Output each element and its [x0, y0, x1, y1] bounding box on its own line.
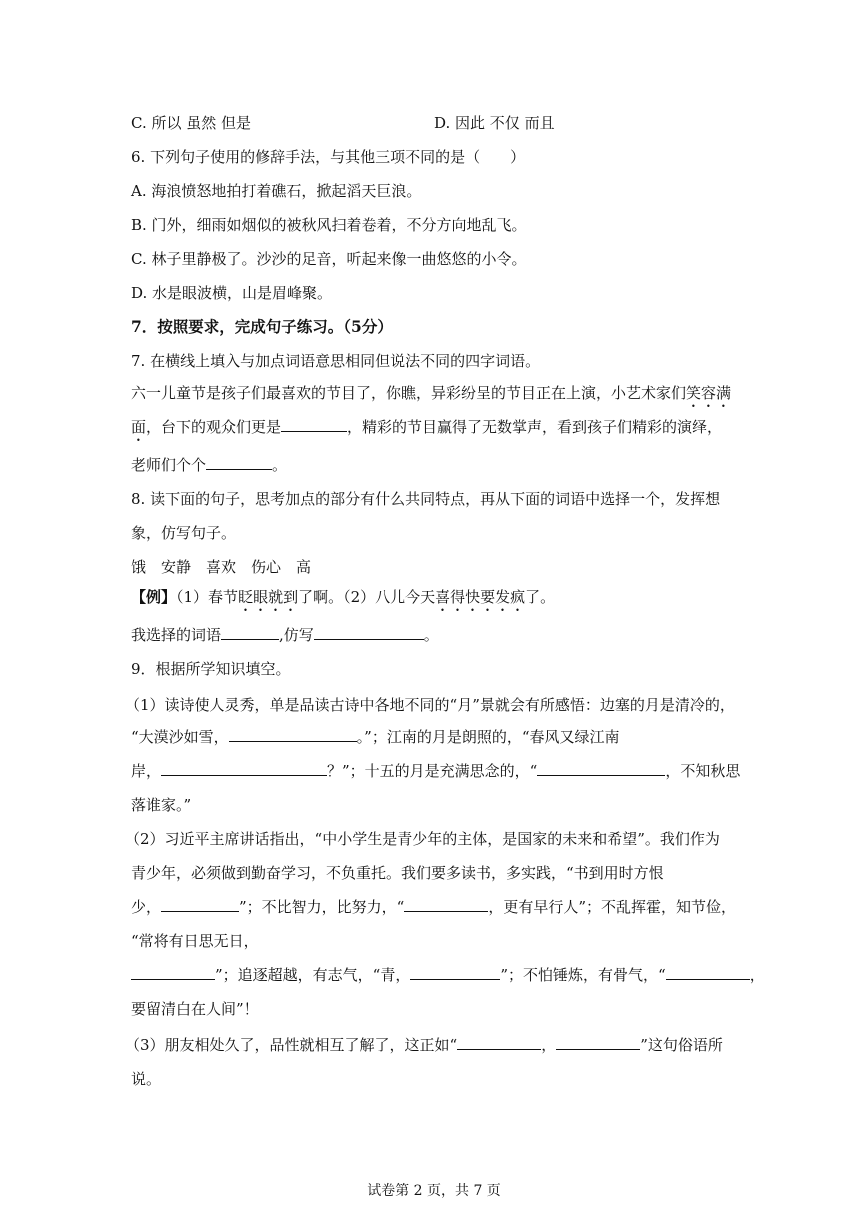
question-8-example	[131, 587, 555, 615]
question-8-word-list: 饿 安静 喜欢 伤心 高	[131, 558, 312, 576]
answer-text: ,仿写	[279, 626, 314, 644]
page-footer: 试卷第 2 页，共 7 页	[367, 1183, 501, 1199]
question-8-stem-line-2: 象，仿写句子。	[131, 524, 237, 542]
question-8-answer-line	[131, 625, 439, 645]
question-9-part-1-line-4: 落谁家。”	[131, 796, 192, 814]
example-text: 了啊。（2）八儿今天	[298, 588, 436, 606]
part-text: ”；追逐超越，有志气，“青，	[215, 966, 411, 984]
question-7-passage-line-3	[131, 455, 287, 475]
part-text: ”；不比智力，比努力，“	[239, 898, 405, 916]
question-6-stem: 6. 下列句子使用的修辞手法，与其他三项不同的是（ ）	[131, 148, 526, 166]
question-6-option-d: D. 水是眼波横，山是眉峰聚。	[131, 284, 333, 302]
question-9-part-2-line-4: “常将有日思无日，	[131, 932, 259, 950]
option-5d: D. 因此 不仅 而且	[434, 114, 555, 132]
question-9-stem: 9．根据所学知识填空。	[131, 660, 291, 678]
answer-blank[interactable]	[161, 897, 239, 912]
answer-blank-sentence[interactable]	[314, 625, 424, 640]
passage-text: 六一儿童节是孩子们最喜欢的节目了，你瞧，异彩纷呈的节目正在上演，小艺术家们	[131, 384, 687, 402]
dotted-phrase: 眨眼就到	[238, 588, 299, 606]
question-7-passage-line-1	[131, 383, 731, 411]
answer-blank-1[interactable]	[281, 417, 347, 432]
answer-blank[interactable]	[404, 897, 488, 912]
example-text: 了。	[525, 588, 556, 606]
part-text: 少，	[131, 898, 162, 916]
dotted-word: 面	[131, 418, 147, 436]
part-text: ，	[749, 966, 765, 984]
question-6-option-a: A. 海浪愤怒地拍打着礁石，掀起滔天巨浪。	[131, 182, 422, 200]
passage-text: ，精彩的节目赢得了无数掌声，看到孩子们精彩的演绎，	[347, 418, 723, 436]
part-text: ”；不怕锤炼，有骨气，“	[500, 966, 666, 984]
dotted-phrase: 喜得快要发疯	[435, 588, 526, 606]
answer-blank[interactable]	[131, 965, 215, 980]
question-7-passage-line-2	[131, 417, 722, 445]
dotted-word: 笑容满	[686, 384, 732, 402]
question-9-part-3-line-2: 说。	[131, 1070, 162, 1088]
part-text: 岸，	[131, 762, 162, 780]
answer-blank[interactable]	[666, 965, 750, 980]
example-text: （1）春节	[176, 588, 239, 606]
question-9-part-2-line-6: 要留清白在人间”！	[131, 1000, 259, 1018]
question-9-part-1-line-1: （1）读诗使人灵秀，单是品读古诗中各地不同的“月”景就会有所感悟：边塞的月是清冷的，	[125, 696, 735, 714]
part-text: ，更有早行人”；不乱挥霍，知节俭，	[488, 898, 737, 916]
answer-blank[interactable]	[556, 1035, 640, 1050]
part-text: ”这句俗语所	[640, 1036, 723, 1054]
answer-blank[interactable]	[457, 1035, 541, 1050]
question-6-option-b: B. 门外，细雨如烟似的被秋风扫着卷着，不分方向地乱飞。	[131, 216, 527, 234]
part-text: “大漠沙如雪，	[131, 728, 229, 746]
answer-blank-2[interactable]	[206, 455, 272, 470]
question-9-part-3-line-1	[125, 1035, 723, 1055]
part-text: ，	[541, 1036, 557, 1054]
question-9-part-2-line-5	[131, 965, 765, 985]
question-8-stem-line-1: 8. 读下面的句子，思考加点的部分有什么共同特点，再从下面的词语中选择一个，发挥想	[131, 490, 721, 508]
answer-blank-word[interactable]	[221, 625, 279, 640]
question-9-part-1-line-2	[131, 727, 620, 747]
answer-text: 我选择的词语	[131, 626, 222, 644]
question-7-stem: 7. 在横线上填入与加点词语意思相同但说法不同的四字词语。	[131, 352, 541, 370]
passage-text: 老师们个个	[131, 456, 207, 474]
question-9-part-1-line-3	[131, 761, 740, 781]
question-9-part-2-line-2: 青少年，必须做到勤奋学习，不负重托。我们要多读书，多实践，“书到用时方恨	[131, 864, 664, 882]
example-tag: 【例】	[131, 588, 177, 606]
answer-blank[interactable]	[537, 761, 665, 776]
question-6-option-c: C. 林子里静极了。沙沙的足音，听起来像一曲悠悠的小令。	[131, 250, 527, 268]
part-text: （3）朋友相处久了，品性就相互了解了，这正如“	[125, 1036, 458, 1054]
passage-text: ，台下的观众们更是	[146, 418, 282, 436]
answer-blank[interactable]	[229, 727, 357, 742]
part-text: 。”；江南的月是朗照的，“春风又绿江南	[356, 728, 620, 746]
question-9-part-2-line-3	[131, 897, 736, 917]
part-text: ？”；十五的月是充满思念的，“	[327, 762, 538, 780]
passage-text: 。	[272, 456, 288, 474]
question-9-part-2-line-1: （2）习近平主席讲话指出，“中小学生是青少年的主体，是国家的未来和希望”。我们作为	[125, 830, 720, 848]
answer-blank[interactable]	[410, 965, 500, 980]
answer-text: 。	[423, 626, 439, 644]
option-5c: C. 所以 虽然 但是	[131, 114, 252, 132]
section-7-heading: 7．按照要求，完成句子练习。（5分）	[131, 317, 393, 336]
answer-blank[interactable]	[161, 761, 327, 776]
part-text: ，不知秋思	[665, 762, 741, 780]
